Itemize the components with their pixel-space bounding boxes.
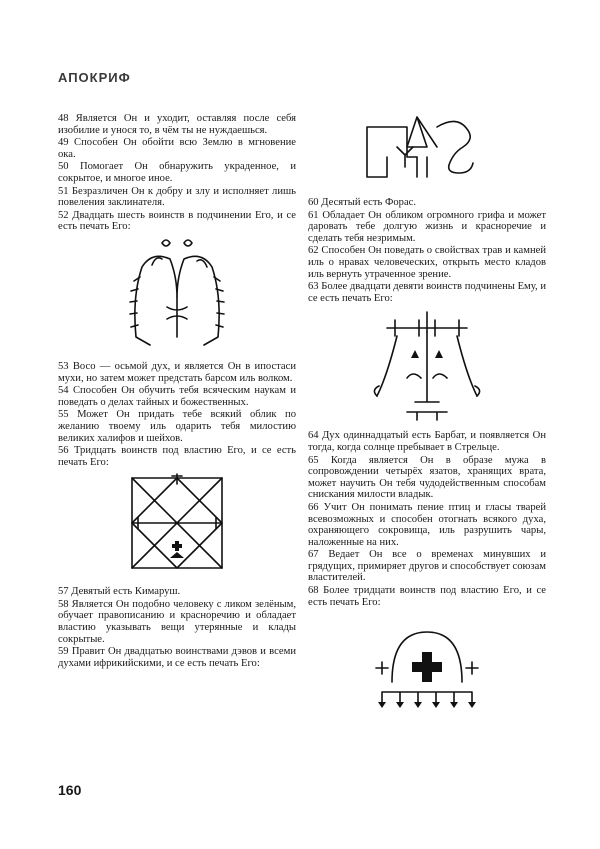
paragraph-51: 51 Безразличен Он к добру и злу и исполняет лишь повеления заклинателя. <box>58 185 296 209</box>
paragraph-52: 52 Двадцать шесть воинств в подчинении Его, и се есть печать Его: <box>58 209 296 233</box>
running-header: АПОКРИФ <box>58 70 131 85</box>
paragraph-67: 67 Ведает Он все о временах минувших и грядущих, примиряет другов и способствует союзам властителей. <box>308 549 546 584</box>
paragraph-60: 60 Десятый есть Форас. <box>308 197 416 208</box>
paragraph-66: 66 Учит Он понимать пение птиц и гласы тварей всевозможных и способен отогнать всякого духа, охраняющего сокровища, иль разрушить чары, наложенные на них. <box>308 501 546 548</box>
paragraph-57: 57 Девятый есть Кимаруш. <box>58 586 181 598</box>
paragraph-63: 63 Более двадцати девяти воинств подчинены Ему, и се есть печать Его: <box>308 281 546 304</box>
seal-diamond-square <box>122 472 232 580</box>
paragraph-65: 65 Когда является Он в образе мужа в сопровождении четырёх язатов, хранящих врата, может научить Он тебя чудодейственным способам снискания милости владык. <box>308 454 546 501</box>
paragraph-62: 62 Способен Он поведать о свойствах трав и камней иль о нравах человеческих, открыть место кладов иль вернуть утраченное зрение. <box>308 245 546 280</box>
paragraph-53: 53 Восо — осьмой дух, и является Он в ипостаси мухи, но затем может предстать барсом иль волком. <box>58 360 296 384</box>
paragraph-55: 55 Может Он придать тебе всякий облик по желанию твоему иль одарить тебя милостию великих халифов и шейхов. <box>58 409 296 444</box>
seal-hairy-arch <box>122 237 232 355</box>
left-column <box>58 113 296 670</box>
right-column <box>308 113 546 718</box>
seal-forас-symbol <box>357 107 497 191</box>
paragraph-64: 64 Дух одиннадцатый есть Барбат, и появляется Он тогда, когда солнце пребывает в Стрельце. <box>308 430 546 453</box>
paragraph-58: 58 Является Он подобно человеку с ликом зелёным, обучает правописанию и красноречию и обладает властию указывать вещи утерянные и клады сокрытые. <box>58 598 296 645</box>
seal-cross-arch <box>362 612 492 712</box>
paragraph-68: 68 Более тридцати воинств под властию Его, и се есть печать Его: <box>308 585 546 608</box>
seal-barbat-tower <box>367 308 487 424</box>
paragraph-59: 59 Правит Он двадцатью воинствами дэвов и всеми духами ифрикийскими, и се есть печать Его: <box>58 646 296 669</box>
paragraph-48: 48 Является Он и уходит, оставляя после себя изобилие и унося то, в чём ты не нуждаешься. <box>58 113 296 136</box>
paragraph-56: 56 Тридцать воинств под властию Его, и се есть печать Его: <box>58 445 296 468</box>
paragraph-54: 54 Способен Он обучить тебя всяческим наукам и поведать о делах тайных и божественных. <box>58 385 296 408</box>
paragraph-49: 49 Способен Он обойти всю Землю в мгновение ока. <box>58 137 296 160</box>
page-number: 160 <box>58 782 82 798</box>
paragraph-50: 50 Помогает Он обнаружить украденное, и сокрытое, и многое иное. <box>58 161 296 184</box>
paragraph-61: 61 Обладает Он обликом огромного грифа и может даровать тебе долгую жизнь и красноречие и сделать тебя незримым. <box>308 209 546 244</box>
